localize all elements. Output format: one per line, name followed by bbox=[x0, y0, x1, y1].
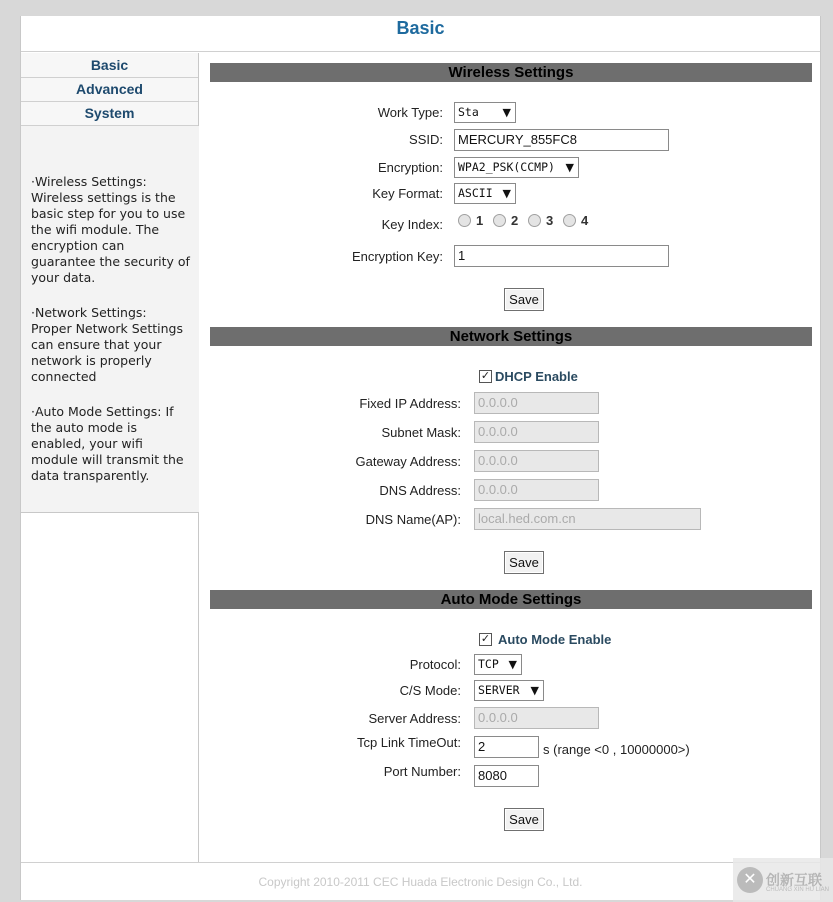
dns-name-label: DNS Name(AP): bbox=[365, 512, 461, 527]
dns-address-label: DNS Address: bbox=[379, 483, 461, 498]
help-wireless: ·Wireless Settings: Wireless settings is the basic step for you to use the wifi module. The encryption can guarantee the security of your data. bbox=[31, 174, 190, 285]
key-index-radio-label: 2 bbox=[511, 213, 519, 228]
key-format-label: Key Format: bbox=[372, 186, 443, 201]
key-index-radio-2[interactable] bbox=[493, 214, 506, 227]
watermark-subtext: CHUANG XIN HU LIAN bbox=[766, 887, 830, 893]
key-index-radio-label: 1 bbox=[476, 213, 484, 228]
wireless-section-title: Wireless Settings bbox=[210, 63, 812, 82]
cs-mode-label: C/S Mode: bbox=[399, 683, 461, 698]
key-index-radio-1[interactable] bbox=[458, 214, 471, 227]
network-save-button[interactable]: Save bbox=[504, 551, 544, 574]
fixed-ip-input[interactable]: 0.0.0.0 bbox=[474, 392, 599, 414]
gateway-input[interactable]: 0.0.0.0 bbox=[474, 450, 599, 472]
chevron-down-icon: ▼ bbox=[502, 187, 511, 200]
key-format-select[interactable]: ASCII ▼ bbox=[454, 183, 516, 204]
logo-icon: ✕ bbox=[737, 867, 763, 893]
auto-mode-enable-label: Auto Mode Enable bbox=[498, 632, 612, 647]
main-content bbox=[210, 16, 812, 862]
fixed-ip-label: Fixed IP Address: bbox=[359, 396, 461, 411]
auto-mode-save-button[interactable]: Save bbox=[504, 808, 544, 831]
dns-address-input[interactable]: 0.0.0.0 bbox=[474, 479, 599, 501]
cs-mode-select[interactable]: SERVER ▼ bbox=[474, 680, 544, 701]
key-index-radio-4[interactable] bbox=[563, 214, 576, 227]
key-index-radio-label: 4 bbox=[581, 213, 589, 228]
encryption-key-label: Encryption Key: bbox=[351, 249, 443, 264]
sidebar bbox=[21, 53, 199, 863]
dhcp-enable-label: DHCP Enable bbox=[495, 369, 578, 384]
ssid-input[interactable]: MERCURY_855FC8 bbox=[454, 129, 669, 151]
help-auto-mode: ·Auto Mode Settings: If the auto mode is enabled, your wifi module will transmit the data transparently. bbox=[31, 404, 184, 483]
chevron-down-icon: ▼ bbox=[565, 161, 574, 174]
key-index-radio-3[interactable] bbox=[528, 214, 541, 227]
tcp-timeout-input[interactable]: 2 bbox=[474, 736, 539, 758]
chevron-down-icon: ▼ bbox=[502, 106, 511, 119]
auto-mode-enable-checkbox[interactable]: ✓ bbox=[480, 633, 491, 645]
subnet-mask-input[interactable]: 0.0.0.0 bbox=[474, 421, 599, 443]
ssid-label: SSID: bbox=[409, 132, 443, 147]
help-network: ·Network Settings: Proper Network Settings can ensure that your network is properly connected bbox=[31, 305, 184, 384]
subnet-mask-label: Subnet Mask: bbox=[381, 425, 461, 440]
dns-name-input[interactable]: local.hed.com.cn bbox=[474, 508, 701, 530]
key-index-radio-label: 3 bbox=[546, 213, 554, 228]
wireless-save-button[interactable]: Save bbox=[504, 288, 544, 311]
chevron-down-icon: ▼ bbox=[508, 658, 517, 671]
server-address-label: Server Address: bbox=[368, 711, 461, 726]
server-address-input[interactable]: 0.0.0.0 bbox=[474, 707, 599, 729]
gateway-label: Gateway Address: bbox=[355, 454, 461, 469]
work-type-select[interactable]: Sta ▼ bbox=[454, 102, 516, 123]
auto-mode-section-title: Auto Mode Settings bbox=[210, 590, 812, 609]
sidebar-item-advanced[interactable]: Advanced bbox=[21, 78, 198, 102]
watermark-logo bbox=[733, 858, 833, 902]
port-number-label: Port Number: bbox=[383, 764, 461, 779]
dhcp-enable-checkbox[interactable]: ✓ bbox=[480, 370, 491, 382]
encryption-label: Encryption: bbox=[377, 160, 443, 175]
protocol-label: Protocol: bbox=[409, 657, 461, 672]
app-frame bbox=[20, 16, 821, 900]
encryption-key-input[interactable]: 1 bbox=[454, 245, 669, 267]
sidebar-item-system[interactable]: System bbox=[21, 102, 198, 126]
watermark-text: 创新互联 bbox=[766, 872, 822, 888]
port-number-input[interactable]: 8080 bbox=[474, 765, 539, 787]
page-title: Basic bbox=[21, 16, 820, 52]
key-index-label: Key Index: bbox=[381, 217, 443, 232]
network-section-title: Network Settings bbox=[210, 327, 812, 346]
tcp-timeout-label: Tcp Link TimeOut: bbox=[356, 735, 461, 750]
tcp-timeout-range: s (range <0 , 10000000>) bbox=[543, 742, 690, 757]
footer-copyright: Copyright 2010-2011 CEC Huada Electronic Design Co., Ltd. bbox=[21, 862, 820, 900]
help-panel bbox=[21, 126, 199, 513]
sidebar-item-basic[interactable]: Basic bbox=[21, 53, 198, 78]
encryption-select[interactable]: WPA2_PSK(CCMP) ▼ bbox=[454, 157, 579, 178]
work-type-label: Work Type: bbox=[377, 105, 443, 120]
chevron-down-icon: ▼ bbox=[530, 684, 539, 697]
protocol-select[interactable]: TCP ▼ bbox=[474, 654, 522, 675]
